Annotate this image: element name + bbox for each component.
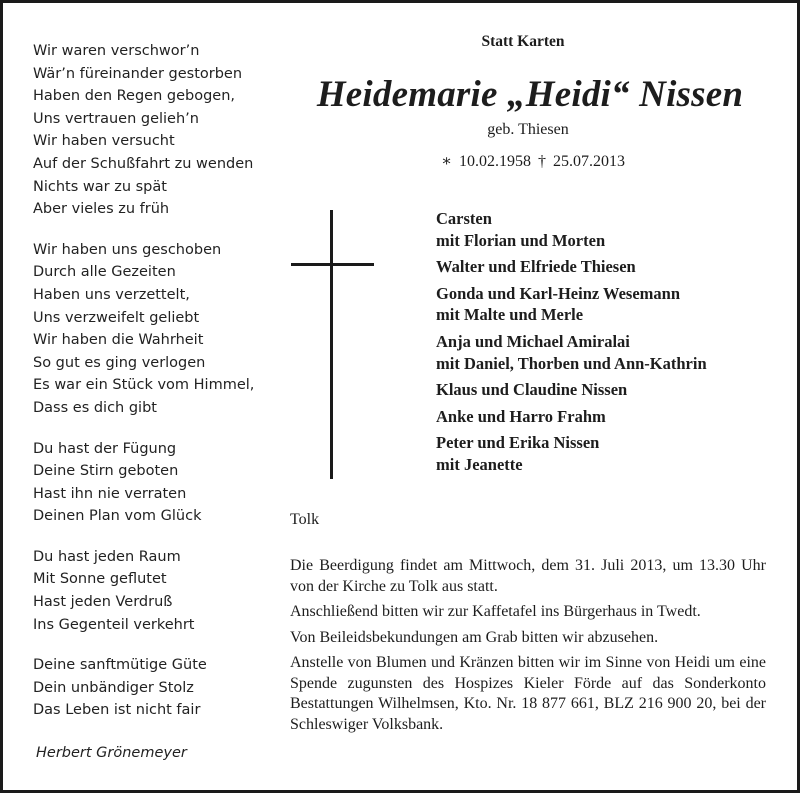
mourner-entry — [436, 208, 707, 251]
poem-line: Hast ihn nie verraten — [33, 485, 187, 502]
poem-line: Uns vertrauen gelieh’n — [33, 110, 199, 127]
poem-line: Dass es dich gibt — [33, 399, 157, 416]
poem-line: Es war ein Stück vom Himmel, — [33, 377, 255, 394]
mourner-entry — [436, 432, 707, 475]
poem-stanza — [33, 239, 273, 420]
notice-paragraph: Anstelle von Blumen und Kränzen bitten wir im Sinne von Heidi um eine Spende zugunsten des Hospizes Kieler Förde auf das Sonderkonto Bestattungen Wilhelmsen, Kto. Nr. 18 877 661, BLZ 216 900 20, bei der Schleswiger Volksbank. — [290, 654, 766, 733]
poem-line: Deine sanftmütige Güte — [33, 657, 207, 674]
maiden-name: geb. Thiesen — [487, 121, 569, 138]
poem-line: Deinen Plan vom Glück — [33, 508, 202, 525]
poem-line: Wir haben die Wahrheit — [33, 332, 204, 349]
statt-karten-heading: Statt Karten — [481, 33, 565, 50]
poem-line: Wir haben uns geschoben — [33, 241, 222, 258]
poem-line: Nichts war zu spät — [33, 178, 167, 195]
mourner-line: mit Daniel, Thorben und Ann-Kathrin — [436, 353, 707, 373]
notice-paragraph: Anschließend bitten wir zur Kaffetafel ins Bürgerhaus in Twedt. — [290, 603, 701, 620]
mourner-line: Anja und Michael Amiralai — [436, 331, 630, 351]
mourner-line: Anke und Harro Frahm — [436, 406, 606, 426]
deceased-name: Heidemarie „Heidi“ Nissen — [316, 74, 744, 115]
mourner-entry — [436, 379, 707, 401]
poem-author: Herbert Grönemeyer — [36, 745, 187, 761]
mourner-line: Gonda und Karl-Heinz Wesemann — [436, 283, 681, 303]
poem-line: Du hast jeden Raum — [33, 548, 181, 565]
funeral-notices — [290, 556, 766, 740]
life-dates: ∗ 10.02.1958 † 25.07.2013 — [441, 153, 625, 170]
poem-line: Durch alle Gezeiten — [33, 264, 176, 281]
poem-line: Dein unbändiger Stolz — [33, 679, 194, 696]
mourner-line: mit Malte und Merle — [436, 305, 584, 325]
poem-line: Deine Stirn geboten — [33, 463, 179, 480]
notice-paragraph: Von Beileidsbekundungen am Grab bitten wir abzusehen. — [290, 628, 659, 646]
place-name: Tolk — [290, 511, 320, 528]
mourner-entry — [436, 283, 707, 326]
poem-line: Ins Gegenteil verkehrt — [33, 616, 195, 633]
mourner-entry — [436, 331, 707, 374]
poem-stanza — [33, 654, 273, 722]
poem-stanza — [33, 40, 273, 221]
poem-line: Wär’n füreinander gestorben — [33, 65, 243, 82]
poem-line: Wir waren verschwor’n — [33, 43, 200, 59]
poem-line: Uns verzweifelt geliebt — [33, 309, 200, 326]
mourner-line: Peter und Erika Nissen — [436, 433, 600, 453]
notice-paragraph: Die Beerdigung findet am Mittwoch, dem 31. Juli 2013, um 13.30 Uhr von der Kirche zu Tolk aus statt. — [290, 557, 766, 595]
poem-line: Hast jeden Verdruß — [33, 594, 173, 611]
poem-line: Mit Sonne geflutet — [33, 571, 167, 588]
poem-stanza — [33, 546, 273, 636]
poem-line: Haben den Regen gebogen, — [33, 88, 236, 105]
mourner-entry — [436, 406, 707, 428]
poem-stanza — [33, 438, 273, 528]
poem-line: Haben uns verzettelt, — [33, 286, 190, 303]
poem-line: Du hast der Fügung — [33, 440, 177, 457]
cross-icon-bar — [291, 263, 374, 266]
mourner-line: Carsten — [436, 209, 492, 228]
poem-line: Auf der Schußfahrt zu wenden — [33, 155, 254, 172]
poem-line: Das Leben ist nicht fair — [33, 702, 201, 719]
mourner-line: Walter und Elfriede Thiesen — [436, 257, 636, 277]
cross-icon — [330, 210, 333, 479]
mourner-line: Klaus und Claudine Nissen — [436, 380, 628, 400]
mourners-list — [436, 208, 707, 481]
poem — [33, 40, 273, 740]
mourner-entry — [436, 256, 707, 278]
poem-line: Wir haben versucht — [33, 133, 175, 150]
mourner-line: mit Florian und Morten — [436, 230, 606, 250]
poem-line: Aber vieles zu früh — [33, 201, 170, 218]
poem-line: So gut es ging verlogen — [33, 354, 206, 371]
mourner-line: mit Jeanette — [436, 454, 523, 474]
